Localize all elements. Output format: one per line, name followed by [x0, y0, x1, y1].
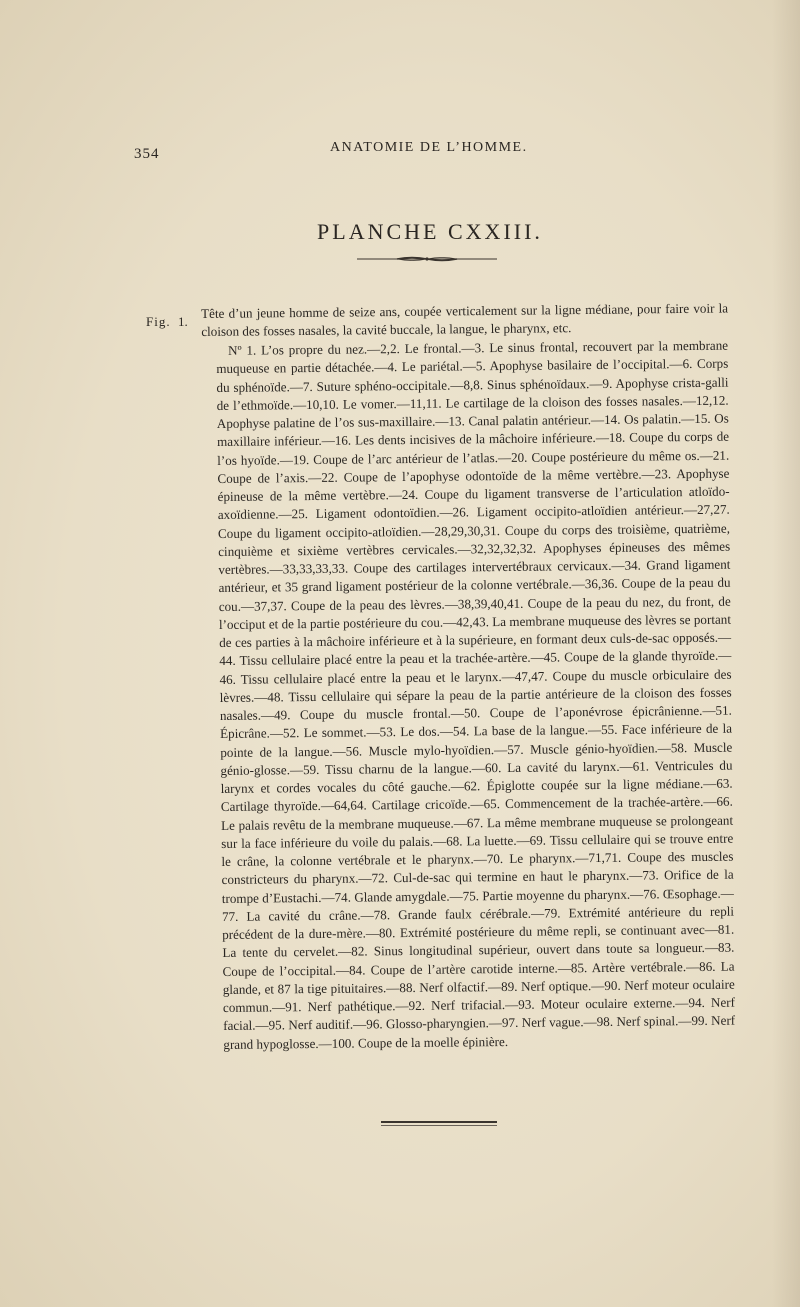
- page-edge-shadow: [772, 0, 800, 1307]
- end-rule: [381, 1121, 497, 1123]
- figure-label: Fig.: [146, 314, 171, 329]
- page-number: 354: [134, 146, 160, 162]
- running-head: ANATOMIE DE L’HOMME.: [330, 140, 528, 155]
- figure-caption: Tête d’un jeune homme de seize ans, coupée verticalement sur la ligne médiane, pour faire voir la cloison des fosses nasales, la cavité buccale, la langue, le pharynx, etc.: [201, 300, 729, 340]
- figure-legend: Nº 1. L’os propre du nez.—2,2. Le frontal.—3. Le sinus frontal, recouvert par la membrane muqueuse en partie détachée.—4. Le pariétal.—5. Apophyse basilaire de l’occipital.—6. Corps du sphénoïde.—7. Suture sphéno-occipitale.—8,8. Sinus sphénoïdaux.—9. Apophyse crista-galli de l’ethmoïde.—10,10. Le vomer.—11,11. Le cartilage de la cloison des fosses nasales.—12,12. Apophyse palatine de l’os sus-maxillaire.—13. Canal palatin antérieur.—14. Os palatin.—15. Os maxillaire inférieur.—16. Les dents incisives de la mâchoire inférieure.—18. Coupe du corps de l’os hyoïde.—19. Coupe de l’arc antérieur de l’atlas.—20. Coupe postérieure du même os.—21. Coupe de l’axis.—22. Coupe de l’apophyse odontoïde de la même vertèbre.—23. Apophyse épineuse de la même vertèbre.—24. Coupe du ligament transverse de l’articulation atloïdo-axoïdienne.—25. Ligament odontoïdien.—26. Ligament occipito-atloïdien antérieur.—27,27. Coupe du ligament occipito-atloïdien.—28,29,30,31. Coupe du corps des troisième, quatrième, cinquième et sixième vertèbres cervicales.—32,32,32,32. Apophyses épineuses des mêmes vertèbres.—33,33,33,33. Coupe des cartilages intervertébraux cervicaux.—34. Grand ligament antérieur, et 35 grand ligament postérieur de la colonne vertébrale.—36,36. Coupe de la peau du cou.—37,37. Coupe de la peau des lèvres.—38,39,40,41. Coupe de la peau du nez, du front, de l’occiput et de la partie postérieure du cou.—42,43. La membrane muqueuse des lèvres se portant de ces parties à la mâchoire inférieure et à la supérieure, en formant deux culs-de-sac opposés.—44. Tissu cellulaire placé entre la peau et la trachée-artère.—45. Coupe de la glande thyroïde.—46. Tissu cellulaire placé entre la peau et le larynx.—47,47. Coupe du muscle orbiculaire des lèvres.—48. Tissu cellulaire qui sépare la peau de la partie antérieure de la cloison des fosses nasales.—49. Coupe du muscle frontal.—50. Coupe de l’aponévrose épicrânienne.—51. Épicrâne.—52. Le sommet.—53. Le dos.—54. La base de la langue.—55. Face inférieure de la pointe de la langue.—56. Muscle mylo-hyoïdien.—57. Muscle génio-hyoïdien.—58. Muscle génio-glosse.—59. Tissu charnu de la langue.—60. La cavité du larynx.—61. Ventricules du larynx et cordes vocales du côté gauche.—62. Épiglotte coupée sur la ligne médiane.—63. Cartilage thyroïde.—64,64. Cartilage cricoïde.—65. Commencement de la trachée-artère.—66. Le palais revêtu de la membrane muqueuse.—67. La même membrane muqueuse se prolongeant sur la face inférieure du voile du palais.—68. La luette.—69. Tissu cellulaire qui se trouve entre le crâne, la colonne vertébrale et le pharynx.—70. Le pharynx.—71,71. Coupe des muscles constricteurs du pharynx.—72. Cul-de-sac qui termine en haut le pharynx.—73. Orifice de la trompe d’Eustachi.—74. Glande amygdale.—75. Partie moyenne du pharynx.—76. Œsophage.—77. La cavité du crâne.—78. Grande faulx cérébrale.—79. Extrémité antérieure du repli précédent de la dure-mère.—80. Extrémité postérieure du même repli, se continuant avec—81. La tente du cervelet.—82. Sinus longitudinal supérieur, ouvert dans toute sa longueur.—83. Coupe de l’occipital.—84. Coupe de l’artère carotide interne.—85. Artère vertébrale.—86. La glande, et 87 la tige pituitaires.—88. Nerf olfactif.—89. Nerf optique.—90. Nerf moteur oculaire commun.—91. Nerf pathétique.—92. Nerf trifacial.—93. Moteur oculaire externe.—94. Nerf facial.—95. Nerf auditif.—96. Glosso-pharyngien.—97. Nerf vague.—98. Nerf spinal.—99. Nerf grand hypoglosse.—100. Coupe de la moelle épinière.: [216, 337, 736, 1052]
- figure-number: 1.: [178, 314, 188, 329]
- ornament-rule: [357, 254, 497, 264]
- plate-title: PLANCHE CXXIII.: [317, 218, 543, 244]
